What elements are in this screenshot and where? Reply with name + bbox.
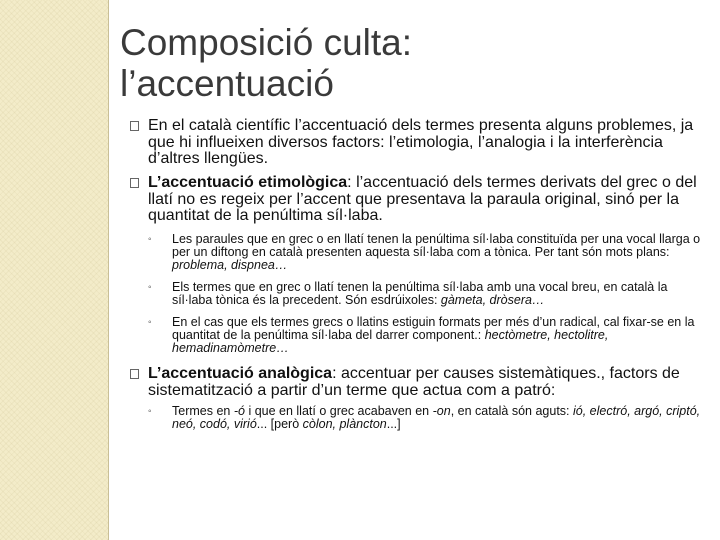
sub-item-2 [148, 280, 707, 308]
sub-item-4-exceptions: còlon, plàncton [302, 417, 387, 432]
sub-item-4-text-c: , en català són aguts: [450, 404, 573, 418]
sub-item-4-text-e: ...] [386, 417, 401, 432]
slide-title [120, 22, 680, 104]
title-line-1: Composició culta: [120, 22, 413, 63]
sub-item-4-text-a: Termes en [172, 404, 234, 418]
bullet-3-bold: L’accentuació analògica [148, 365, 333, 382]
bullet-box-icon [130, 369, 139, 379]
sub-item-4-suffix-o: -ó [233, 404, 245, 418]
bullet-box-icon [130, 178, 139, 188]
sub-item-1 [148, 232, 707, 273]
sub-item-4-text-d: ... [però [256, 417, 303, 432]
sidebar-divider [108, 0, 109, 540]
sub-item-1-text: Les paraules que en grec o en llatí tenen la penúltima síl·laba constituïda per una vocal llarga o per un diftong en català presenten aquesta síl·laba com a tònica. Per tant són mots plans: [172, 232, 701, 260]
bullet-1-text: En el català científic l’accentuació dels termes presenta alguns problemes, ja que hi influeixen diversos factors: l’etimologia, l’analogia i la interferència d’altres llengües. [148, 117, 694, 167]
sub-item-3 [148, 315, 707, 356]
sub-item-4-suffix-on: -on [432, 404, 451, 418]
circle-bullet-icon: ◦ [148, 317, 152, 328]
sub-item-1-examples: problema, dispnea… [172, 258, 288, 273]
bullet-3-text: : accentuar per causes sistemàtiques., factors de sistematització a partir d’un terme que actua com a patró: [148, 365, 680, 399]
bullet-2-bold: L’accentuació etimològica [148, 174, 348, 191]
sub-item-2-examples: gàmeta, dròsera… [440, 293, 545, 308]
circle-bullet-icon: ◦ [148, 234, 152, 245]
bullet-3 [148, 366, 708, 399]
sub-item-2-text: Els termes que en grec o llatí tenen la penúltima síl·laba amb una vocal breu, en català la síl·laba tònica és la precedent. Són esdrúixoles: [172, 280, 668, 308]
circle-bullet-icon: ◦ [148, 406, 152, 417]
bullet-box-icon [130, 121, 139, 131]
sub-item-3-examples: hectòmetre, hectolitre, hemadinamòmetre… [172, 328, 609, 356]
bullet-2-text: : l’accentuació dels termes derivats del grec o del llatí no es regeix per l’accent que presentava la paraula original, sinó per la quantitat de la penúltima síl·laba. [148, 174, 697, 224]
bullet-2 [148, 175, 708, 225]
sidebar-decoration [0, 0, 108, 540]
sub-item-4-examples: ió, electró, argó, criptó, neó, codó, virió [172, 404, 701, 432]
sub-item-4-text-b: i que en llatí o grec acabaven en [244, 404, 433, 418]
title-line-2: l’accentuació [120, 63, 334, 104]
sub-item-3-text: En el cas que els termes grecs o llatins estiguin formats per més d’un radical, cal fixar-se en la quantitat de la penúltima síl·laba del darrer component.: [172, 315, 695, 343]
sub-item-4 [148, 404, 707, 432]
circle-bullet-icon: ◦ [148, 282, 152, 293]
bullet-1 [148, 118, 708, 168]
